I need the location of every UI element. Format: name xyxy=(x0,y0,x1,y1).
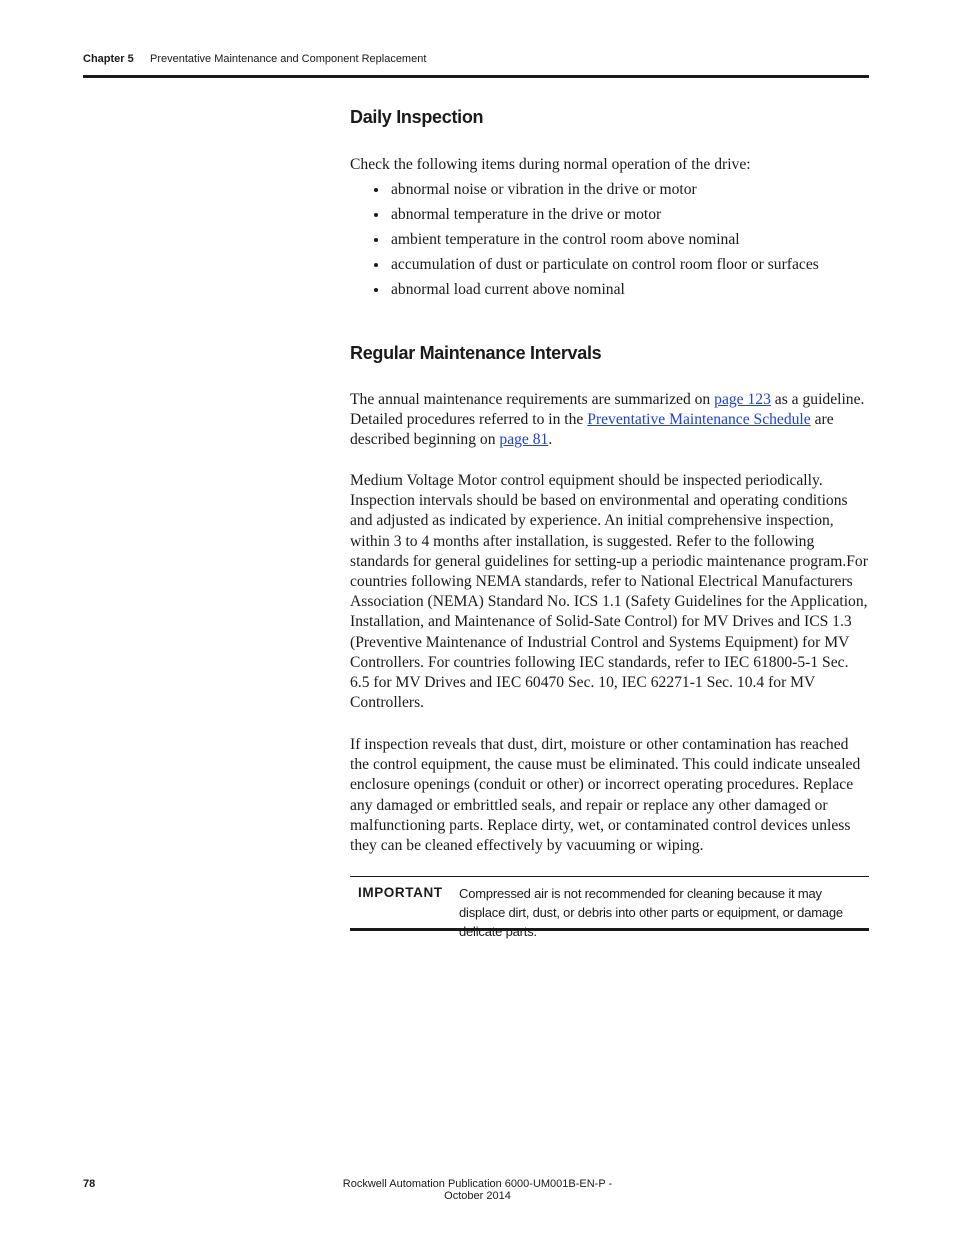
important-text: Compressed air is not recommended for cleaning because it may displace dirt, dust, or debris into other parts or equipment, or damage delicate parts. xyxy=(459,886,843,939)
important-label: IMPORTANT xyxy=(358,885,443,900)
list-item: abnormal noise or vibration in the drive or motor xyxy=(350,177,869,202)
preventative-maintenance-schedule-link[interactable]: Preventative Maintenance Schedule xyxy=(587,411,811,429)
page-number: 78 xyxy=(83,1178,96,1190)
page-123-link[interactable]: page 123 xyxy=(714,391,771,408)
bullet-icon xyxy=(374,263,378,267)
list-item: abnormal temperature in the drive or motor xyxy=(350,202,869,227)
bullet-icon xyxy=(374,213,378,217)
list-item: abnormal load current above nominal xyxy=(350,277,869,302)
bullet-icon xyxy=(374,288,378,292)
publication-footer: Rockwell Automation Publication 6000-UM001B-EN-P - October 2014 xyxy=(342,1178,613,1202)
bullet-icon xyxy=(374,238,378,242)
page-81-link[interactable]: page 81 xyxy=(499,431,549,449)
regular-maintenance-paragraph-2: Medium Voltage Motor control equipment should be inspected periodically. Inspection intervals should be based on environmental and operating conditions and adjusted as indicated by experience. An initial comprehensive inspection, within 3 to 4 months after installation, is suggested. Refer to the following standards for general guidelines for setting-up a periodic maintenance program.For countries following NEMA standards, refer to National Electrical Manufacturers Association (NEMA) Standard No. ICS 1.1 (Safety Guidelines for the Application, Installation, and Maintenance of Solid-Sate Control) for MV Drives and ICS 1.3 (Preventive Maintenance of Industrial Control and Systems Equipment) for MV Controllers. For countries following IEC standards, refer to IEC 61800-5-1 Sec. 6.5 for MV Drives and IEC 60470 Sec. 10, IEC 62271-1 Sec. 10.4 for MV Controllers. xyxy=(350,472,868,712)
daily-inspection-heading: Daily Inspection xyxy=(350,107,484,127)
chapter-title: Preventative Maintenance and Component Replacement xyxy=(150,53,427,65)
important-note xyxy=(350,876,869,939)
list-item: accumulation of dust or particulate on control room floor or surfaces xyxy=(350,252,869,277)
running-header xyxy=(83,53,869,65)
daily-inspection-list xyxy=(350,177,869,302)
header-rule xyxy=(83,75,869,78)
regular-maintenance-heading: Regular Maintenance Intervals xyxy=(350,343,602,363)
list-item: ambient temperature in the control room above nominal xyxy=(350,227,869,252)
regular-maintenance-paragraph-3: If inspection reveals that dust, dirt, moisture or other contamination has reached the control equipment, the cause must be eliminated. This could indicate unsealed enclosure openings (conduit or other) or incorrect operating procedures. Replace any damaged or embrittled seals, and repair or replace any other damaged or malfunctioning parts. Replace dirty, wet, or contaminated control devices unless they can be cleaned effectively by vacuuming or wiping. xyxy=(350,736,861,855)
bullet-icon xyxy=(374,188,378,192)
chapter-label: Chapter 5 xyxy=(83,53,134,65)
regular-maintenance-paragraph-1: The annual maintenance requirements are summarized on page 123 as a guideline. Detailed procedures referred to in the Preventative Maintenance Schedule are described beginning on page 81. xyxy=(350,391,865,449)
daily-inspection-intro: Check the following items during normal operation of the drive: xyxy=(350,156,751,173)
